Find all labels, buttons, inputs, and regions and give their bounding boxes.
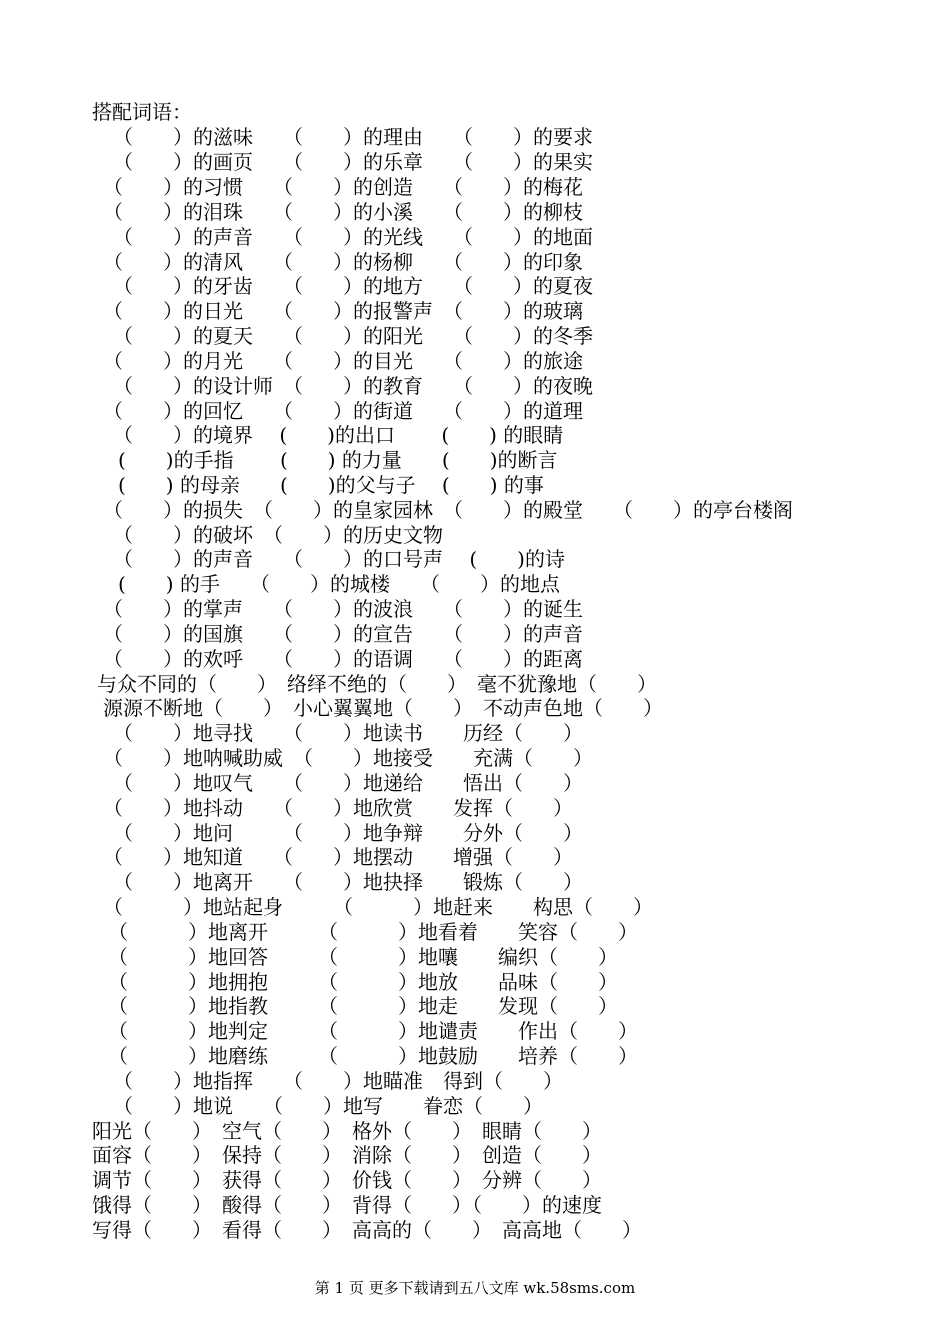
exercise-line: 写得（ ） 看得（ ） 高高的（ ） 高高地（ ） <box>92 1218 642 1242</box>
exercise-line: 面容（ ） 保持（ ） 消除（ ） 创造（ ） <box>92 1143 602 1167</box>
exercise-line: （ ）地离开 （ ）地看着 笑容（ ） <box>108 920 638 944</box>
exercise-line: （ ）的损失 （ ）的皇家园林 （ ）的殿堂 （ ）的亭台楼阁 <box>103 498 793 522</box>
exercise-line: （ ）的破坏 （ ）的历史文物 <box>113 523 443 547</box>
exercise-line: （ ）地离开 （ ）地抉择 锻炼（ ） <box>113 870 583 894</box>
exercise-line: 调节（ ） 获得（ ） 价钱（ ） 分辨（ ） <box>92 1168 602 1192</box>
exercise-line: （ ）的设计师 （ ）的教育 （ ）的夜晚 <box>113 374 593 398</box>
exercise-line: （ ）的月光 （ ）的目光 （ ）的旅途 <box>103 349 583 373</box>
exercise-line: （ ）地寻找 （ ）地读书 历经（ ） <box>113 721 583 745</box>
exercise-line: （ ）的国旗 （ ）的宣告 （ ）的声音 <box>103 622 583 646</box>
exercise-line: （ ）的泪珠 （ ）的小溪 （ ）的柳枝 <box>103 200 583 224</box>
exercise-line: （ ）的声音 （ ）的光线 （ ）的地面 <box>113 225 593 249</box>
exercise-line: （ ）的习惯 （ ）的创造 （ ）的梅花 <box>103 175 583 199</box>
exercise-line: （ ）的境界 ( )的出口 ( ) 的眼睛 <box>113 423 564 447</box>
exercise-line: 饿得（ ） 酸得（ ） 背得（ ）（ ）的速度 <box>92 1193 602 1217</box>
exercise-line: （ ）的画页 （ ）的乐章 （ ）的果实 <box>113 150 593 174</box>
page-title: 搭配词语： <box>92 100 192 124</box>
exercise-line: （ ）的夏天 （ ）的阳光 （ ）的冬季 <box>113 324 593 348</box>
exercise-line: ( ) 的母亲 ( )的父与子 ( ) 的事 <box>118 473 544 497</box>
exercise-line: ( ) 的手 （ ）的城楼 （ ）的地点 <box>118 572 560 596</box>
page-footer: 第 1 页 更多下载请到五八文库 wk.58sms.com <box>314 1279 636 1297</box>
exercise-line: （ ）地判定 （ ）地谴责 作出（ ） <box>108 1019 638 1043</box>
exercise-line: （ ）地知道 （ ）地摆动 增强（ ） <box>103 845 573 869</box>
exercise-line: （ ）的牙齿 （ ）的地方 （ ）的夏夜 <box>113 274 593 298</box>
exercise-line: （ ）地说 （ ）地写 眷恋（ ） <box>113 1094 543 1118</box>
exercise-line: （ ）的掌声 （ ）的波浪 （ ）的诞生 <box>103 597 583 621</box>
exercise-line: （ ）的日光 （ ）的报警声 （ ）的玻璃 <box>103 299 583 323</box>
exercise-line: 与众不同的（ ） 络绎不绝的（ ） 毫不犹豫地（ ） <box>97 672 657 696</box>
exercise-line: 阳光（ ） 空气（ ） 格外（ ） 眼睛（ ） <box>92 1119 602 1143</box>
exercise-line: （ ）地指挥 （ ）地瞄准 得到（ ） <box>113 1069 563 1093</box>
exercise-line: （ ）地站起身 （ ）地赶来 构思（ ） <box>103 895 653 919</box>
exercise-line: （ ）地回答 （ ）地嚷 编织（ ） <box>108 945 618 969</box>
exercise-line: （ ）地呐喊助威 （ ）地接受 充满（ ） <box>103 746 593 770</box>
exercise-line: （ ）的欢呼 （ ）的语调 （ ）的距离 <box>103 647 583 671</box>
exercise-line: （ ）地指教 （ ）地走 发现（ ） <box>108 994 618 1018</box>
exercise-line: 源源不断地（ ） 小心翼翼地（ ） 不动声色地（ ） <box>103 696 663 720</box>
exercise-line: ( )的手指 ( ) 的力量 ( )的断言 <box>118 448 558 472</box>
exercise-line: （ ）的滋味 （ ）的理由 （ ）的要求 <box>113 125 593 149</box>
exercise-line: （ ）的声音 （ ）的口号声 ( )的诗 <box>113 547 565 571</box>
exercise-line: （ ）地抖动 （ ）地欣赏 发挥（ ） <box>103 796 573 820</box>
exercise-line: （ ）地叹气 （ ）地递给 悟出（ ） <box>113 771 583 795</box>
exercise-line: （ ）的回忆 （ ）的街道 （ ）的道理 <box>103 399 583 423</box>
exercise-line: （ ）的清风 （ ）的杨柳 （ ）的印象 <box>103 250 583 274</box>
exercise-line: （ ）地拥抱 （ ）地放 品味（ ） <box>108 970 618 994</box>
exercise-line: （ ）地问 （ ）地争辩 分外（ ） <box>113 821 583 845</box>
exercise-line: （ ）地磨练 （ ）地鼓励 培养（ ） <box>108 1044 638 1068</box>
